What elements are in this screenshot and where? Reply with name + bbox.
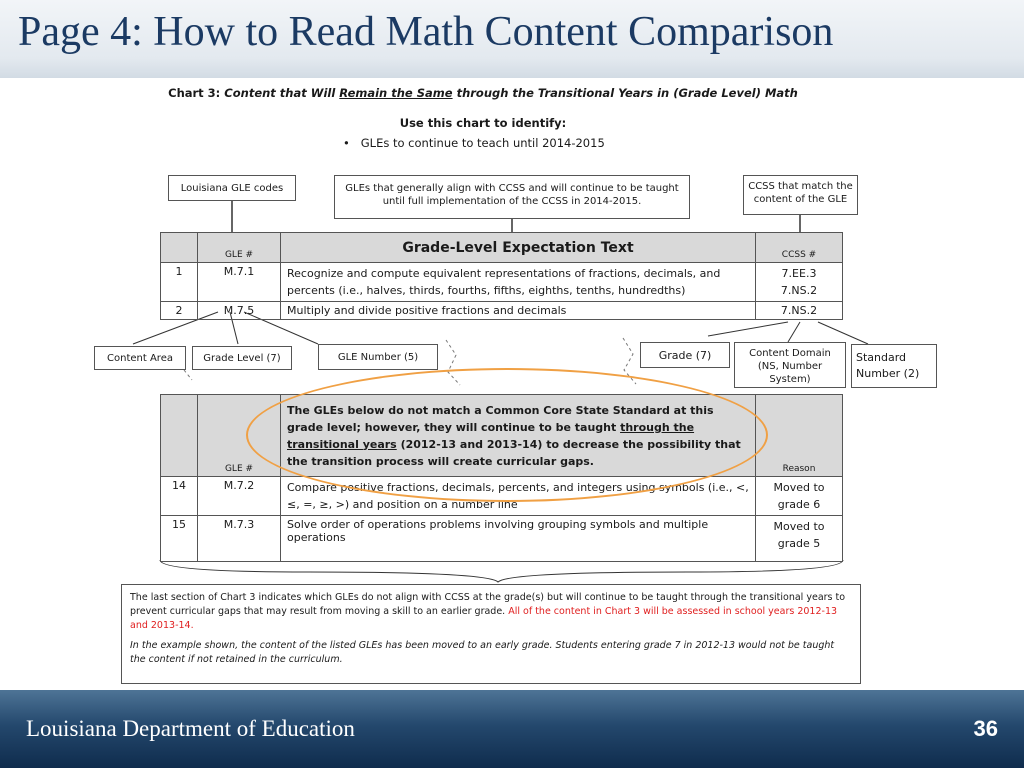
table-row: 14 M.7.2 Compare positive fractions, decimals, percents, and integers using symbols (i.e., <, ≤, =, ≥, >) and position on a number line Moved to grade 6 <box>161 477 843 516</box>
callout-grade-level: Grade Level (7) <box>192 346 292 370</box>
callout-gle-align: GLEs that generally align with CCSS and will continue to be taught until full implementation of the CCSS in 2014-2015. <box>334 175 690 219</box>
table-row: 1 M.7.1 Recognize and compute equivalent representations of fractions, decimals, and percents (i.e., halves, thirds, fourths, fifths, eighths, tenths, hundredths) 7.EE.3 7.NS.2 <box>161 263 843 302</box>
callout-content-domain: Content Domain (NS, Number System) <box>734 342 846 388</box>
col-gle-text: Grade-Level Expectation Text <box>281 233 756 263</box>
chart-image <box>88 80 920 692</box>
chart-title: Chart 3: Content that Will Remain the Same through the Transitional Years in (Grade Level) Math <box>168 86 798 100</box>
highlight-oval <box>246 368 768 502</box>
table-row: 15 M.7.3 Solve order of operations problems involving grouping symbols and multiple operations Moved to grade 5 <box>161 516 843 562</box>
callout-content-area: Content Area <box>94 346 186 370</box>
callout-standard-number: Standard Number (2) <box>851 344 937 388</box>
callout-ccss-match: CCSS that match the content of the GLE <box>743 175 858 215</box>
col-ccss: CCSS # <box>756 233 843 263</box>
chart-description: The last section of Chart 3 indicates which GLEs do not align with CCSS at the grade(s) but will continue to be taught through the transitional years to prevent curricular gaps that may result from moving a skill to an earlier grade. All of the content in Chart 3 will be assessed in school years 2012-13 and 2013-14. In the example shown, the content of the listed GLEs has been moved to an early grade. Students entering grade 7 in 2012-13 would not be taught the content if not retained in the curriculum. <box>121 584 861 684</box>
col-gle: GLE # <box>198 233 281 263</box>
callout-grade: Grade (7) <box>640 342 730 368</box>
callout-gle-codes: Louisiana GLE codes <box>168 175 296 201</box>
gle-table <box>160 232 843 320</box>
footer-org-name: Louisiana Department of Education <box>26 716 355 741</box>
page-number: 36 <box>973 716 998 741</box>
transition-note: The GLEs below do not match a Common Core State Standard at this grade level; however, they will continue to be taught through the transitional years (2012-13 and 2013-14) to decrease the possibility that the transition process will create curricular gaps. <box>281 395 756 477</box>
col-gle: GLE # <box>198 395 281 477</box>
identify-bullet: • GLEs to continue to teach until 2014-2015 <box>343 136 605 150</box>
table-row: 2 M.7.5 Multiply and divide positive fractions and decimals 7.NS.2 <box>161 302 843 320</box>
callout-gle-number: GLE Number (5) <box>318 344 438 370</box>
identify-heading: Use this chart to identify: <box>399 116 567 130</box>
col-reason: Reason <box>756 395 843 477</box>
slide-title: Page 4: How to Read Math Content Comparison <box>18 9 834 55</box>
